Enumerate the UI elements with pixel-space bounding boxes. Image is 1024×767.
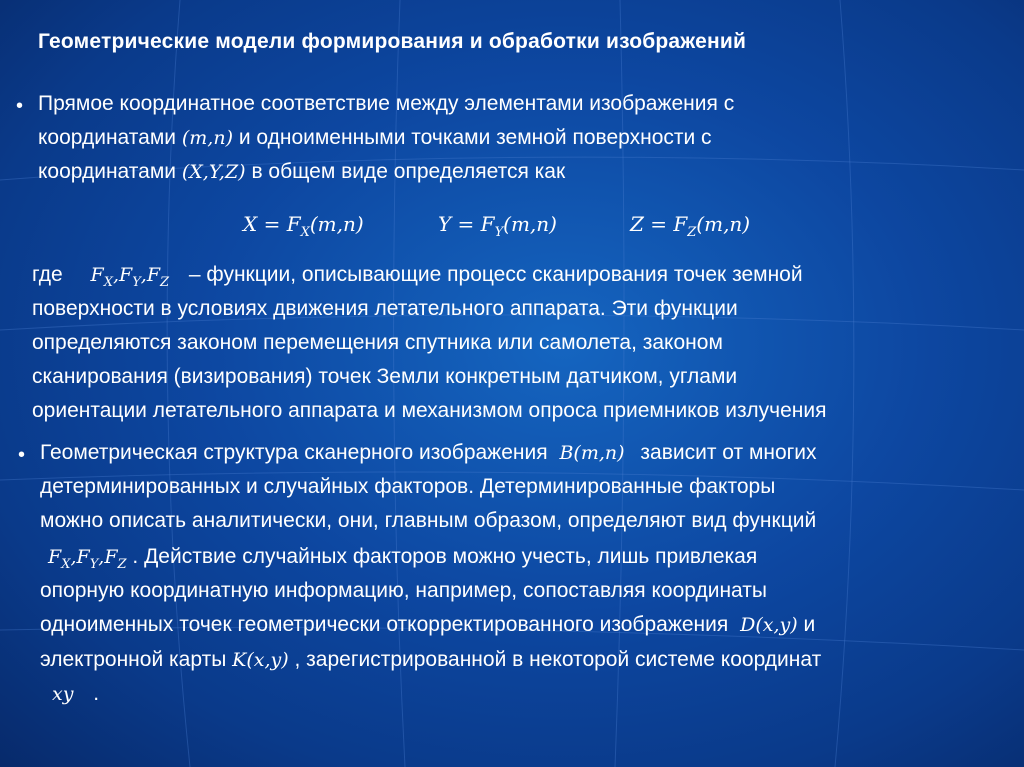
math-fx-fy-fz-2: $F_X,F_Y,F_Z$: [48, 546, 127, 572]
bullet2-line8: [52, 677, 99, 711]
bullet1-line3-text-b: в общем виде определяется как: [251, 160, 566, 183]
bullet2-line2: детерминированных и случайных факторов. Детерминированные факторы: [40, 475, 776, 498]
bullet2-line1: [40, 436, 817, 470]
equation-x: $X = F_X(m,n)$: [243, 212, 364, 240]
where-line4: сканирования (визирования) точек Земли конкретным датчиком, углами: [32, 365, 738, 388]
where-line3: определяются законом перемещения спутника или самолета, законом: [32, 331, 723, 354]
slide-title: Геометрические модели формирования и обработки изображений: [38, 30, 747, 53]
equation-z: $Z = F_Z(m,n)$: [630, 212, 751, 240]
math-d-x-y: D(x,y): [740, 614, 798, 636]
where-line2: поверхности в условиях движения летательного аппарата. Эти функции: [32, 297, 738, 320]
bullet2-line8-text: .: [93, 682, 100, 705]
bullet2-line7-text-b: , зарегистрированной в некоторой системе координат: [294, 648, 822, 671]
bullet-marker: •: [16, 95, 24, 117]
math-xy: xy: [52, 683, 74, 705]
bullet1-line3-text-a: координатами: [38, 160, 177, 183]
math-m-n: (m,n): [181, 127, 233, 149]
bullet-marker: •: [18, 444, 26, 466]
bullet2-line6: [40, 608, 815, 642]
where-line5: ориентации летательного аппарата и механизмом опроса приемников излучения: [32, 399, 827, 422]
bullet2-line1-text-b: зависит от многих: [640, 441, 817, 464]
bullet1-line1: Прямое координатное соответствие между элементами изображения с: [38, 92, 735, 115]
bullet1-line3: [38, 155, 565, 189]
bullet2-line1-text-a: Геометрическая структура сканерного изображения: [40, 441, 548, 464]
math-k-x-y: K(x,y): [232, 649, 289, 671]
math-b-m-n: B(m,n): [559, 442, 625, 464]
bullet1-line2-text-b: и одноименными точками земной поверхности с: [238, 126, 712, 149]
bullet1-line2: [38, 121, 712, 155]
math-x-y-z: (X,Y,Z): [181, 161, 246, 183]
bullet1-line2-text-a: координатами: [38, 126, 177, 149]
bullet2-line6-text-a: одноименных точек геометрически откорректированного изображения: [40, 613, 729, 636]
bullet2-line7-text-a: электронной карты: [40, 648, 227, 671]
where-text1: – функции, описывающие процесс сканирования точек земной: [188, 263, 803, 286]
equation-y: $Y = F_Y(m,n)$: [438, 212, 557, 240]
bullet2-line3: можно описать аналитически, они, главным образом, определяют вид функций: [40, 509, 817, 532]
where-word: где: [32, 263, 63, 286]
bullet2-line6-text-b: и: [803, 613, 816, 636]
bullet2-line7: [40, 643, 821, 677]
bullet2-line4-text: . Действие случайных факторов можно учесть, лишь привлекая: [132, 545, 758, 568]
math-fx-fy-fz: $F_X,F_Y,F_Z$: [90, 264, 170, 290]
bullet2-line5: опорную координатную информацию, например, сопоставляя координаты: [40, 579, 767, 602]
